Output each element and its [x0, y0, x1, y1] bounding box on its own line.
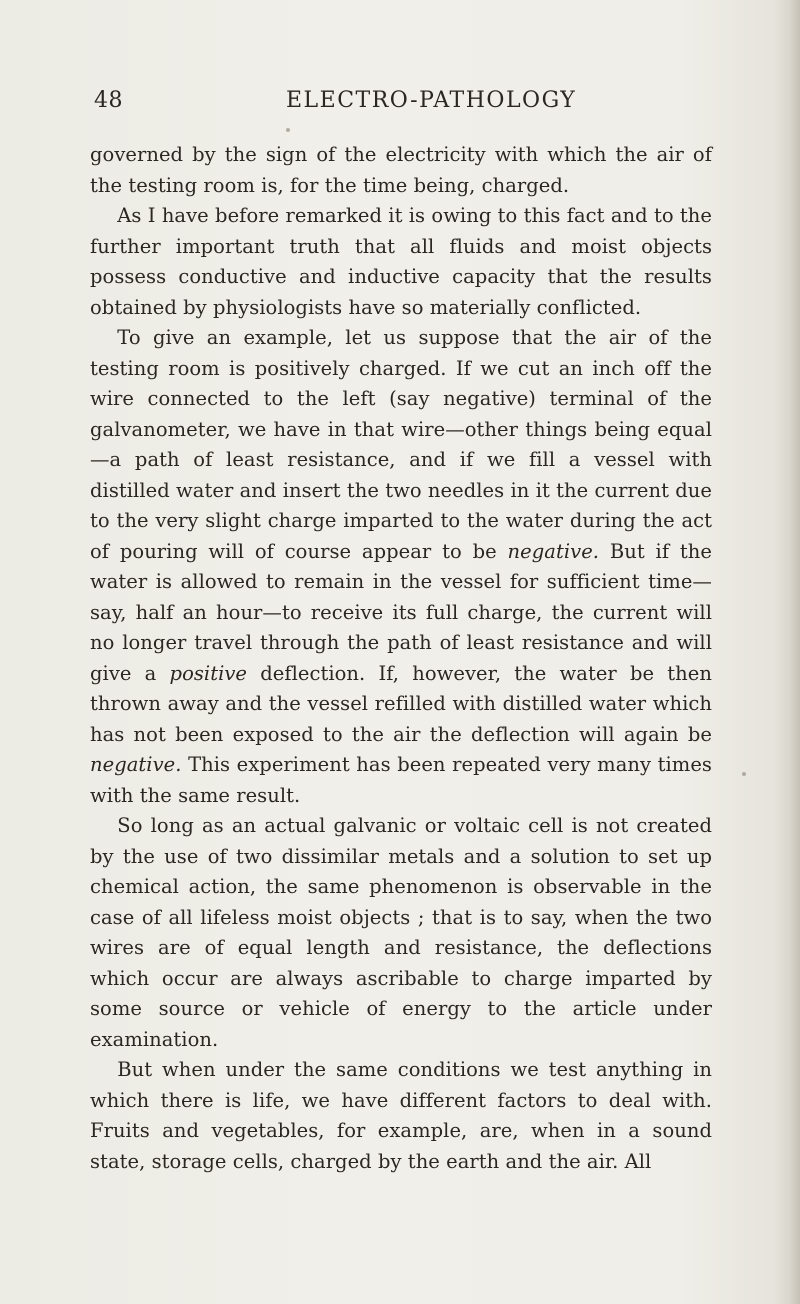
- paragraph-5-text: But when under the same conditions we test anything in which there is life, we have different factors to deal with. Fruits and vegetables, for example, are, when in a sound state, storage cells, charged by the earth and the air. All: [90, 1058, 712, 1173]
- paragraph-1-text: governed by the sign of the electricity with which the air of the testing room is, for the time being, charged.: [90, 143, 712, 197]
- page-number: 48: [94, 88, 123, 113]
- paragraph-4: [90, 811, 712, 1055]
- emphasis-negative: negative.: [507, 539, 600, 563]
- running-title: ELECTRO-PATHOLOGY: [286, 88, 577, 113]
- paragraph-3-text-b: But if the water is allowed to remain in the vessel for sufficient time—say, half an hour—to receive its full charge, the current will no longer travel through the path of least resistance and will give a: [90, 539, 713, 685]
- paragraph-2-text: As I have before remarked it is owing to this fact and to the further important truth that all fluids and moist objects possess conductive and inductive capacity that the results obtained by physiologists have so materially conflicted.: [90, 204, 712, 319]
- paragraph-3-text-a: To give an example, let us suppose that the air of the testing room is positively charged. If we cut an inch off the wire connected to the left (say negative) terminal of the galvanometer, we have in that wire—other things being equal—a path of least resistance, and if we fill a vessel with distilled water and insert the two needles in it the current due to the very slight charge imparted to the water during the act of pouring will of course appear to be: [90, 326, 712, 563]
- body-text: [90, 140, 712, 1177]
- paragraph-3-text-c: deflection. If, however, the water be then thrown away and the vessel refilled with distilled water which has not been exposed to the air the deflection will again be: [90, 661, 712, 746]
- paragraph-5: [90, 1055, 712, 1177]
- paragraph-1: [90, 140, 712, 201]
- paragraph-3: [90, 323, 712, 811]
- paragraph-4-text: So long as an actual galvanic or voltaic cell is not created by the use of two dissimilar metals and a solution to set up chemical action, the same phenomenon is observable in the case of all lifeless moist objects ; that is to say, when the two wires are of equal length and resistance, the deflections which occur are always ascribable to charge imparted by some source or vehicle of energy to the article under examination.: [90, 814, 712, 1051]
- paragraph-3-text-d: This experiment has been repeated very many times with the same result.: [90, 753, 712, 807]
- paragraph-2: [90, 201, 712, 323]
- running-head: [90, 86, 700, 120]
- emphasis-negative-2: negative.: [90, 753, 182, 776]
- emphasis-positive: positive: [169, 661, 248, 685]
- print-speck: [286, 128, 290, 132]
- page-edge-shadow: [774, 0, 800, 1304]
- print-speck: [742, 772, 746, 776]
